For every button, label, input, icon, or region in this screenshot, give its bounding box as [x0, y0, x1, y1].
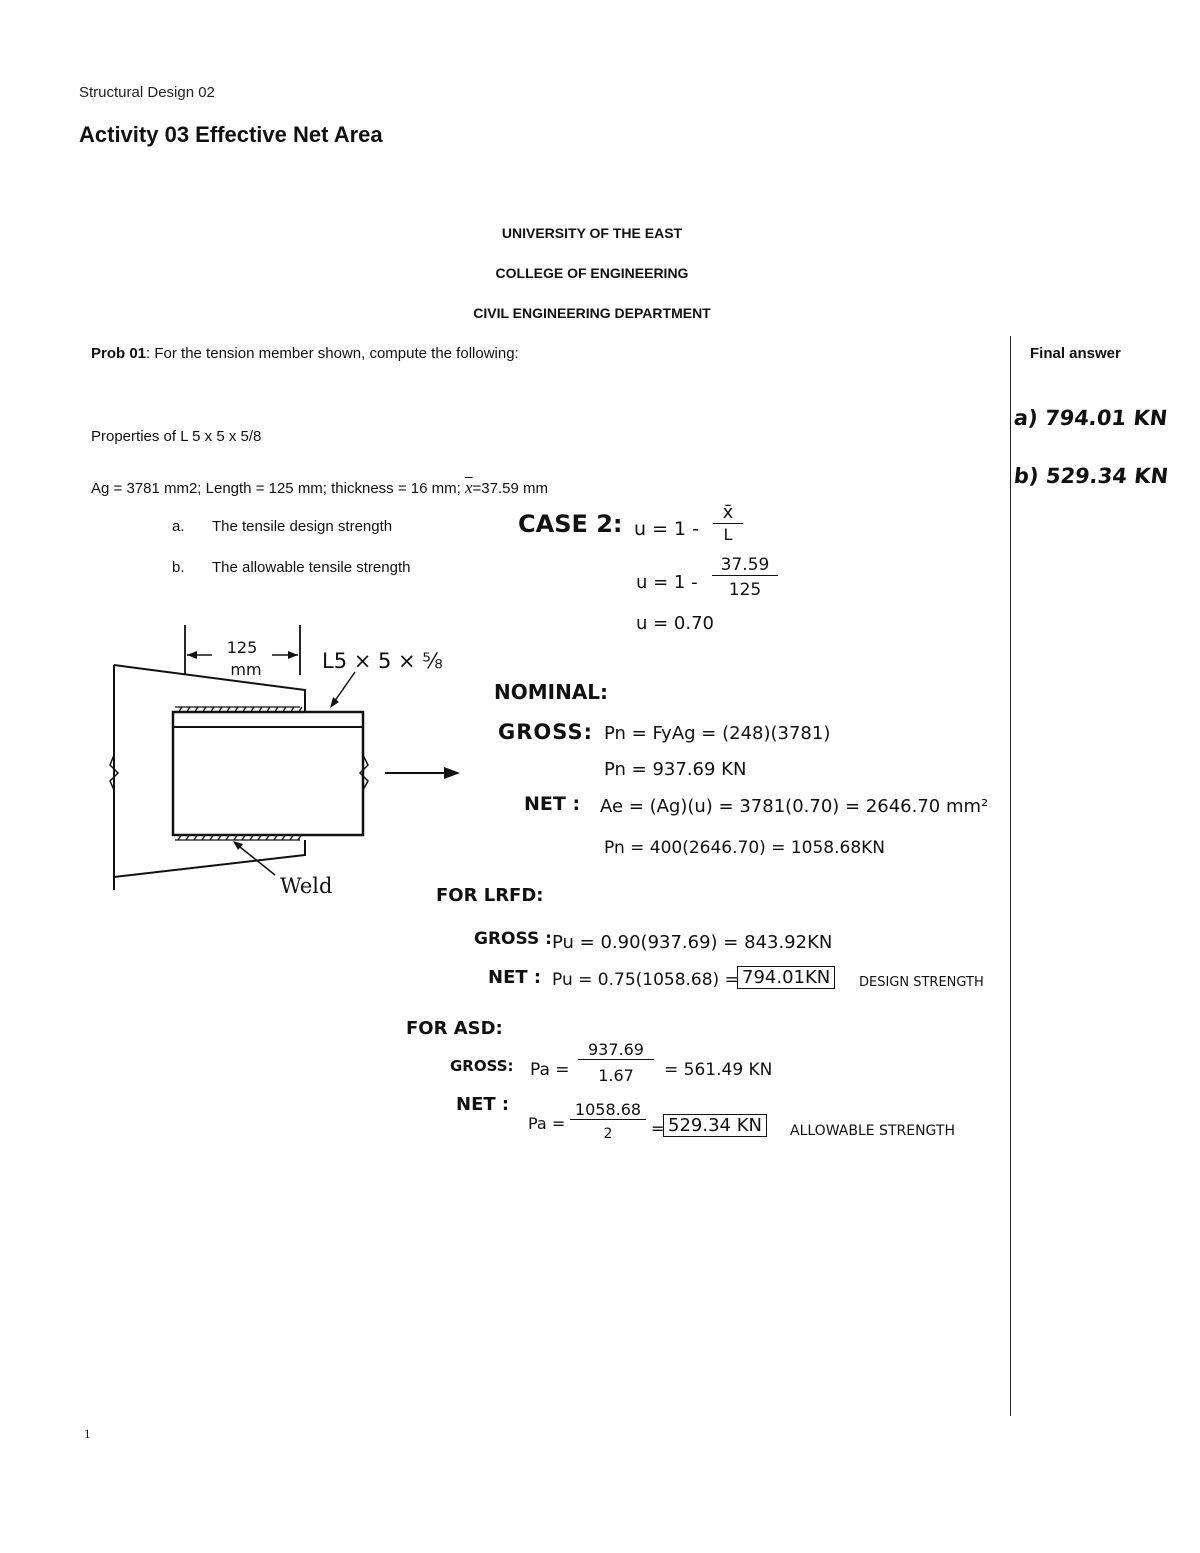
case-label: CASE 2: — [518, 510, 623, 538]
u-result: u = 0.70 — [636, 613, 715, 634]
list-item — [172, 518, 392, 535]
item-text: The allowable tensile strength — [212, 559, 411, 576]
u-formula-denominator: L — [723, 525, 733, 544]
asd-net-denominator: 2 — [603, 1126, 613, 1142]
nominal-label: NOMINAL: — [494, 680, 609, 704]
xbar-symbol: $\overline{x}$ — [464, 478, 473, 497]
asd-gross-denominator: 1.67 — [598, 1066, 634, 1085]
dimension-value: 125 — [226, 638, 258, 657]
dimension-unit: mm — [230, 660, 262, 679]
list-item — [172, 559, 410, 576]
u-formula-numerator: x̄ — [713, 502, 743, 524]
u-sub-denominator: 125 — [728, 580, 762, 600]
lrfd-gross: Pu = 0.90(937.69) = 843.92KN — [552, 932, 833, 953]
net-area: Ae = (Ag)(u) = 3781(0.70) = 2646.70 mm² — [600, 796, 989, 817]
problem-statement — [91, 345, 519, 362]
u-sub-lhs: u = 1 - — [636, 572, 698, 593]
final-answer-divider — [1010, 336, 1011, 1416]
page-number: 1 — [84, 1426, 91, 1441]
asd-net-answer: 529.34 KN — [663, 1114, 767, 1137]
asd-gross-lhs: Pa = — [530, 1060, 570, 1080]
lrfd-net-expr: Pu = 0.75(1058.68) = — [552, 970, 739, 990]
force-arrow-head — [444, 767, 460, 779]
asd-net-label: NET : — [456, 1094, 510, 1115]
gross-result: Pn = 937.69 KN — [604, 759, 747, 780]
problem-text: : For the tension member shown, compute the following: — [146, 345, 519, 362]
section-label: L5 × 5 × ⅝ — [322, 649, 443, 673]
asd-gross-label: GROSS: — [450, 1057, 514, 1075]
weld-label: Weld — [280, 874, 333, 898]
tension-member-figure — [100, 615, 480, 905]
course-name: Structural Design 02 — [79, 84, 215, 101]
final-answer-b: b) 529.34 KN — [1012, 464, 1170, 488]
gross-label: GROSS: — [498, 720, 593, 744]
given-values — [91, 478, 548, 498]
item-letter: a. — [172, 518, 185, 535]
item-letter: b. — [172, 559, 185, 576]
gusset-plate-bottom-edge — [114, 840, 305, 877]
asd-net-lhs: Pa = — [528, 1114, 566, 1133]
u-formula-lhs: u = 1 - — [634, 518, 700, 540]
page-title: Activity 03 Effective Net Area — [79, 122, 383, 147]
asd-gross-result: = 561.49 KN — [664, 1060, 773, 1080]
final-answer-a: a) 794.01 KN — [1012, 406, 1169, 430]
final-answer-heading: Final answer — [1030, 345, 1121, 362]
lrfd-label: FOR LRFD: — [436, 885, 544, 906]
lrfd-gross-label: GROSS : — [474, 929, 552, 949]
net-label: NET : — [524, 793, 581, 815]
lrfd-net-answer: 794.01KN — [737, 966, 835, 989]
angle-member — [173, 712, 363, 835]
asd-gross-numerator: 937.69 — [578, 1040, 654, 1060]
lrfd-net-label: NET : — [488, 967, 542, 988]
asd-net-equals: = — [651, 1119, 665, 1138]
given-prefix: Ag = 3781 mm2; Length = 125 mm; thickness = 16 mm; — [91, 480, 461, 497]
section-properties: Properties of L 5 x 5 x 5/8 — [91, 428, 262, 445]
dimension-arrowhead-right — [288, 651, 298, 659]
department-name: CIVIL ENGINEERING DEPARTMENT — [473, 305, 711, 321]
asd-label: FOR ASD: — [406, 1018, 503, 1039]
asd-net-note: ALLOWABLE STRENGTH — [790, 1123, 955, 1139]
lrfd-net-note: DESIGN STRENGTH — [859, 975, 984, 990]
asd-net-numerator: 1058.68 — [570, 1100, 646, 1120]
section-leader-arrow — [330, 697, 339, 708]
problem-label: Prob 01 — [91, 345, 147, 362]
net-result: Pn = 400(2646.70) = 1058.68KN — [604, 838, 886, 858]
college-name: COLLEGE OF ENGINEERING — [495, 265, 689, 281]
u-sub-numerator: 37.59 — [712, 555, 778, 576]
gross-formula: Pn = FyAg = (248)(3781) — [604, 723, 831, 744]
dimension-arrowhead-left — [187, 651, 197, 659]
item-text: The tensile design strength — [212, 518, 393, 535]
xbar-value: =37.59 mm — [472, 480, 548, 497]
university-name: UNIVERSITY OF THE EAST — [501, 225, 683, 241]
